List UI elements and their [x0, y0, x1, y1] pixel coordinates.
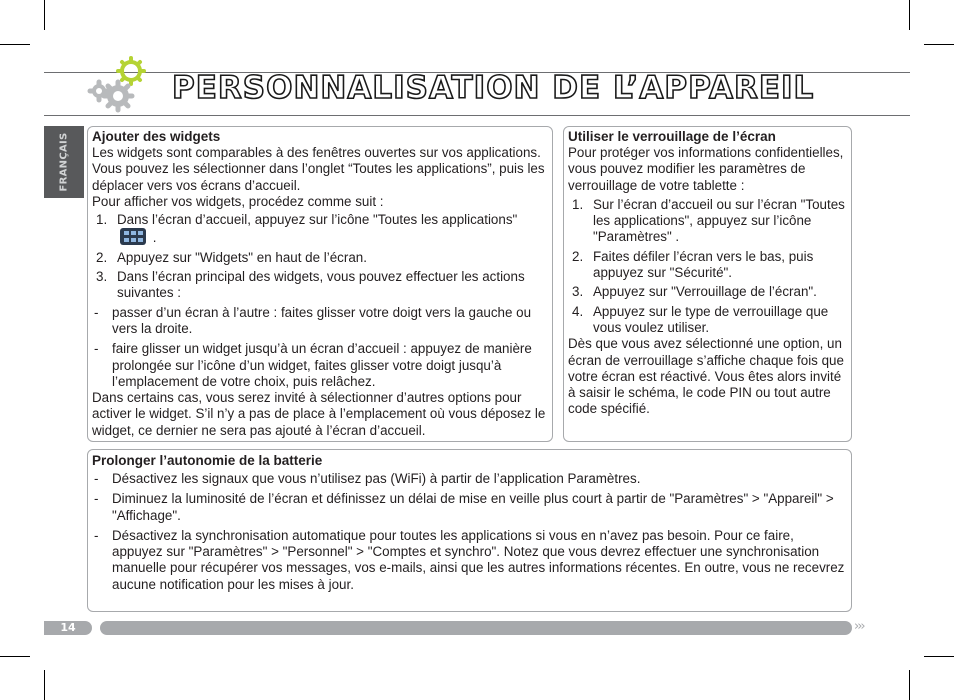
battery-heading: Prolonger l’autonomie de la batterie	[92, 453, 323, 468]
widgets-steps	[92, 212, 548, 301]
step-text: Dans l’écran principal des widgets, vous pouvez effectuer les actions suivantes :	[117, 269, 525, 301]
header-bottom-rule	[44, 115, 910, 116]
step-text: Appuyez sur le type de verrouillage que vous voulez utiliser.	[593, 303, 829, 335]
list-item	[92, 250, 548, 266]
lock-heading: Utiliser le verrouillage de l’écran	[568, 129, 776, 144]
language-tab-label: FRANÇAIS	[58, 132, 70, 192]
step-text: Appuyez sur "Widgets" en haut de l’écran.	[117, 249, 367, 265]
tip-text: Désactivez la synchronisation automatique pour toutes les applications si vous en n’avez pas besoin. Pour ce faire, appuyez sur "Paramètres" > "Personnel" > "Comptes et synchro". Notez que vous devrez effectuer une synchronisation manuelle pour récupérer vos messages, vos e-mails, ainsi que les autres informations récentes. En outre, vous ne recevrez aucune notification pour les mises à jour.	[112, 527, 845, 592]
tip-text: Diminuez la luminosité de l’écran et définissez un délai de mise en veille plus court à partir de "Paramètres" > "Appareil" > "Affichage".	[112, 491, 834, 523]
list-item: 3. Appuyez sur "Verrouillage de l’écran".	[572, 284, 817, 300]
widgets-section	[87, 126, 553, 442]
step-text: Sur l’écran d’accueil ou sur l’écran "Toutes les applications", appuyez sur l’icône "Paramètres" .	[593, 196, 845, 245]
crop-mark	[909, 670, 910, 700]
crop-mark	[924, 656, 954, 657]
widgets-intro: Les widgets sont comparables à des fenêtres ouvertes sur vos applications. Vous pouvez les sélectionner dans l’onglet “Toutes les applications”, puis les déplacer vers vos écrans d’accueil.	[92, 145, 545, 193]
tip-text: Désactivez les signaux que vous n’utilisez pas (WiFi) à partir de l’application Paramètres.	[112, 471, 641, 486]
crop-mark	[44, 0, 45, 30]
crop-mark	[0, 656, 30, 657]
lock-steps	[568, 197, 847, 336]
crop-mark	[909, 0, 910, 30]
step-text: Dans l’écran d’accueil, appuyez sur l’icône "Toutes les applications"	[117, 212, 518, 228]
widgets-actions	[92, 305, 548, 390]
list-item: - Désactivez les signaux que vous n’utilisez pas (WiFi) à partir de l’application Paramètres.	[94, 471, 641, 486]
step-text: Appuyez sur "Verrouillage de l’écran".	[593, 284, 817, 300]
language-tab	[44, 126, 84, 198]
page-number: 14	[44, 621, 92, 635]
all-apps-icon	[120, 228, 146, 245]
crop-mark	[924, 44, 954, 45]
list-item: - passer d’un écran à l’autre : faites glisser votre doigt vers la gauche ou vers la droite.	[94, 304, 532, 336]
page-title: PERSONNALISATION DE L’APPAREIL	[172, 70, 815, 106]
widgets-instructions: Pour afficher vos widgets, procédez comme suit :	[92, 193, 384, 209]
step-number: 1.	[96, 212, 108, 228]
list-item: 2. Faites défiler l’écran vers le bas, puis appuyez sur "Sécurité".	[572, 248, 814, 281]
list-item: - faire glisser un widget jusqu’à un écran d’accueil : appuyez de manière prolongée sur l’icône d’un widget, faites glisser votre doigt jusqu’à l’emplacement de votre choix, puis relâchez.	[94, 341, 532, 389]
list-item: - Désactivez la synchronisation automatique pour toutes les applications si vous en n’avez pas besoin. Pour ce faire, appuyez sur "Paramètres" > "Personnel" > "Comptes et synchro". Notez que vous devrez effectuer une synchronisation manuelle pour récupérer vos messages, vos e-mails, ainsi que les autres informations récentes. En outre, vous ne recevrez aucune notification pour les mises à jour.	[94, 527, 845, 592]
list-item: 1. Sur l’écran d’accueil ou sur l’écran "Toutes les applications", appuyez sur l’icône "Paramètres" .	[572, 196, 845, 245]
step-text-end: .	[149, 230, 157, 246]
step-number: 2.	[96, 249, 108, 265]
action-text: passer d’un écran à l’autre : faites glisser votre doigt vers la gauche ou vers la droite.	[112, 304, 532, 336]
step-text: Faites défiler l’écran vers le bas, puis appuyez sur "Sécurité".	[593, 248, 814, 281]
gears-icon	[86, 56, 148, 114]
lock-outro: Dès que vous avez sélectionné une option, un écran de verrouillage s’affiche chaque fois que votre écran est réactivé. Vous êtes alors invité à saisir le schéma, le code PIN ou tout autre code spécifié.	[568, 336, 844, 417]
battery-section	[87, 449, 852, 612]
crop-mark	[0, 44, 30, 45]
list-item	[92, 269, 548, 302]
footer-bar	[100, 621, 852, 635]
action-text: faire glisser un widget jusqu’à un écran d’accueil : appuyez de manière prolongée sur l’icône d’un widget, faites glisser votre doigt jusqu’à l’emplacement de votre choix, puis relâchez.	[112, 341, 532, 389]
list-item: 4. Appuyez sur le type de verrouillage que vous voulez utiliser.	[572, 303, 829, 335]
widgets-outro: Dans certains cas, vous serez invité à sélectionner d’autres options pour activer le widget. S’il n’y a pas de place à l’emplacement où vous déposez le widget, ce dernier ne sera pas ajouté à l’écran d’accueil.	[92, 390, 546, 438]
list-item	[92, 212, 548, 247]
footer-arrows: ›››	[854, 619, 864, 634]
lock-section	[563, 126, 852, 442]
battery-tips	[92, 471, 847, 593]
list-item: - Diminuez la luminosité de l’écran et définissez un délai de mise en veille plus court à partir de "Paramètres" > "Appareil" > "Affichage".	[94, 491, 834, 523]
widgets-heading: Ajouter des widgets	[92, 129, 221, 144]
crop-mark	[44, 670, 45, 700]
step-number: 3.	[96, 269, 108, 285]
lock-intro: Pour protéger vos informations confidentielles, vous pouvez modifier les paramètres de verrouillage de votre tablette :	[568, 145, 844, 193]
